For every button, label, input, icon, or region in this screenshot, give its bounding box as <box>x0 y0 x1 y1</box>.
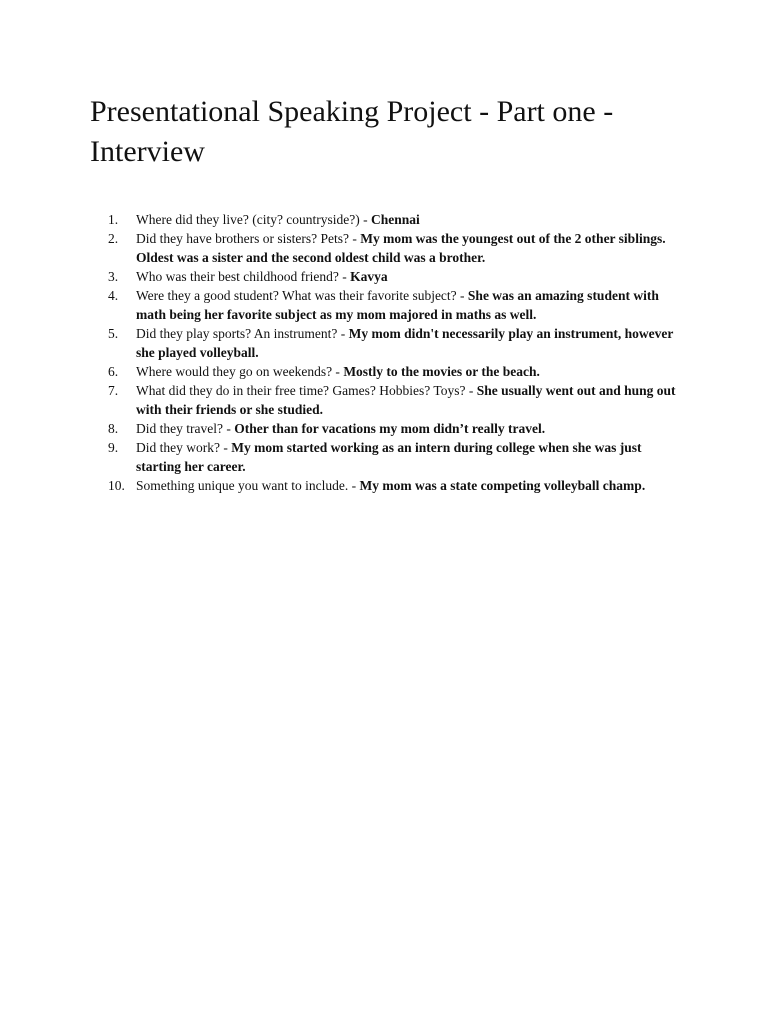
list-item <box>108 438 678 476</box>
question-text: What did they do in their free time? Games? Hobbies? Toys? - <box>136 383 477 398</box>
list-item <box>108 229 678 267</box>
question-text: Something unique you want to include. - <box>136 478 360 493</box>
answer-text: She was an amazing student with math being her favorite subject as my mom majored in maths as well. <box>136 288 659 322</box>
item-content <box>136 362 678 381</box>
item-content <box>136 324 678 362</box>
question-text: Were they a good student? What was their favorite subject? - <box>136 288 468 303</box>
item-number: 10. <box>108 478 125 493</box>
item-number: 4. <box>108 288 119 303</box>
answer-text: She usually went out and hung out with their friends or she studied. <box>136 383 676 417</box>
item-content <box>136 267 678 286</box>
question-text: Did they travel? - <box>136 421 235 436</box>
answer-text: My mom didn't necessarily play an instrument, however she played volleyball. <box>136 326 674 360</box>
question-text: Where did they live? (city? countryside?) - <box>136 212 372 227</box>
answer-text: My mom was the youngest out of the 2 other siblings. Oldest was a sister and the second oldest child was a brother. <box>136 231 666 265</box>
list-item <box>108 286 678 324</box>
question-text: Where would they go on weekends? - <box>136 364 344 379</box>
item-number: 1. <box>108 212 119 227</box>
list-item <box>108 362 678 381</box>
page-title: Presentational Speaking Project - Part one - Interview <box>90 95 614 168</box>
answer-text: Mostly to the movies or the beach. <box>343 364 540 379</box>
list-item <box>108 267 678 286</box>
question-text: Did they work? - <box>136 440 232 455</box>
answer-text: Kavya <box>350 269 388 284</box>
answer-text: Other than for vacations my mom didn’t really travel. <box>234 421 546 436</box>
item-content <box>136 210 678 229</box>
item-number: 7. <box>108 383 119 398</box>
question-text: Did they have brothers or sisters? Pets? - <box>136 231 361 246</box>
item-content <box>136 229 678 267</box>
list-item <box>108 419 678 438</box>
list-item <box>108 476 678 495</box>
item-content <box>136 286 678 324</box>
interview-question-list <box>108 210 678 495</box>
item-content <box>136 438 678 476</box>
question-text: Did they play sports? An instrument? - <box>136 326 349 341</box>
list-item <box>108 381 678 419</box>
answer-text: Chennai <box>371 212 420 227</box>
list-item <box>108 324 678 362</box>
item-number: 8. <box>108 421 119 436</box>
item-content <box>136 476 678 495</box>
item-content <box>136 381 678 419</box>
item-number: 3. <box>108 269 119 284</box>
item-content <box>136 419 678 438</box>
item-number: 9. <box>108 440 119 455</box>
item-number: 5. <box>108 326 119 341</box>
answer-text: My mom started working as an intern during college when she was just starting her career. <box>136 440 642 474</box>
question-text: Who was their best childhood friend? - <box>136 269 351 284</box>
item-number: 6. <box>108 364 119 379</box>
item-number: 2. <box>108 231 119 246</box>
answer-text: My mom was a state competing volleyball champ. <box>359 478 646 493</box>
list-item <box>108 210 678 229</box>
